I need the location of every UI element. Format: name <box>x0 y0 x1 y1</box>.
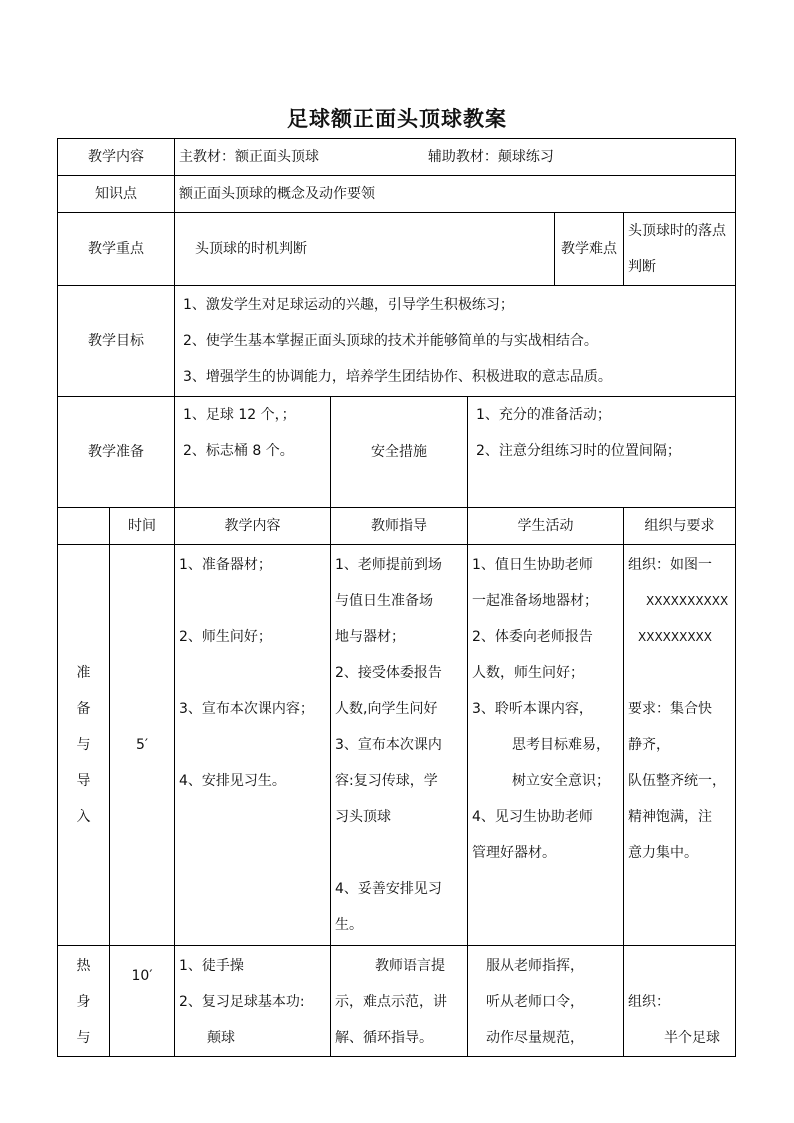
section1-student: 1、值日生协助老师 一起准备场地器材； 2、体委向老师报告 人数，师生问好； 3、聆听本课内容， 思考目标难易， 树立安全意识； 4、见习生协助老师 管理好器材。 <box>468 545 624 946</box>
column-header-row <box>58 508 736 545</box>
safety-item: 2、注意分组练习时的位置间隔； <box>476 443 681 459</box>
section-warmup <box>58 946 736 1057</box>
difficulty-label: 教学难点 <box>555 213 624 286</box>
main-material: 主教材：额正面头顶球 <box>179 149 319 165</box>
safety-item: 1、充分的准备活动； <box>476 407 611 423</box>
knowledge-label: 知识点 <box>58 176 175 213</box>
content-label: 教学内容 <box>58 139 175 176</box>
goal-label: 教学目标 <box>58 286 175 397</box>
safety-items <box>468 397 736 508</box>
col-content: 教学内容 <box>175 508 331 545</box>
goal-item: 3、增强学生的协调能力，培养学生团结协作、积极进取的意志品质。 <box>183 369 612 385</box>
safety-label: 安全措施 <box>331 397 468 508</box>
page-title: 足球额正面头顶球教案 <box>287 106 507 131</box>
section1-name: 准 备 与 导 入 <box>58 545 110 946</box>
section2-content: 1、徒手操 2、复习足球基本功: 颠球 <box>175 946 331 1057</box>
prep-item: 1、足球 12 个，； <box>183 407 296 423</box>
key-value: 头顶球的时机判断 <box>175 213 555 286</box>
materials-cell <box>175 139 736 176</box>
col-org: 组织与要求 <box>624 508 736 545</box>
blank-header <box>58 508 110 545</box>
goals-cell <box>175 286 736 397</box>
difficulty-value: 头顶球时的落点判断 <box>624 213 736 286</box>
key-label: 教学重点 <box>58 213 175 286</box>
section2-org: 组织： 半个足球 <box>624 946 736 1057</box>
section1-org: 组织：如图一 XXXXXXXXXX XXXXXXXXX 要求：集合快 静齐， 队伍整齐统一， 精神饱满，注 意力集中。 <box>624 545 736 946</box>
col-student: 学生活动 <box>468 508 624 545</box>
row-key <box>58 213 736 286</box>
goal-item: 1、激发学生对足球运动的兴趣，引导学生积极练习； <box>183 297 514 313</box>
aux-material: 辅助教材：颠球练习 <box>427 149 554 165</box>
section1-content: 1、准备器材； 2、师生问好； 3、宣布本次课内容； 4、安排见习生。 <box>175 545 331 946</box>
section1-time: 5′ <box>110 545 175 946</box>
prep-items <box>175 397 331 508</box>
prep-item: 2、标志桶 8 个。 <box>183 443 294 459</box>
col-teacher: 教师指导 <box>331 508 468 545</box>
section2-time: 10′ <box>110 946 175 1057</box>
row-goals <box>58 286 736 397</box>
lesson-plan-table <box>57 138 736 1057</box>
knowledge-value: 额正面头顶球的概念及动作要领 <box>175 176 736 213</box>
prep-label: 教学准备 <box>58 397 175 508</box>
section2-teacher: 教师语言提 示，难点示范，讲 解、循环指导。 <box>331 946 468 1057</box>
section2-student: 服从老师指挥， 听从老师口令， 动作尽量规范， <box>468 946 624 1057</box>
section-warmup-intro <box>58 545 736 946</box>
row-knowledge <box>58 176 736 213</box>
section2-name: 热 身 与 <box>58 946 110 1057</box>
row-prep <box>58 397 736 508</box>
col-time: 时间 <box>110 508 175 545</box>
section1-teacher: 1、老师提前到场 与值日生准备场 地与器材； 2、接受体委报告 人数,向学生问好 3、宣布本次课内 容:复习传球，学 习头顶球 4、妥善安排见习 生。 <box>331 545 468 946</box>
row-content <box>58 139 736 176</box>
goal-item: 2、使学生基本掌握正面头顶球的技术并能够简单的与实战相结合。 <box>183 333 598 349</box>
